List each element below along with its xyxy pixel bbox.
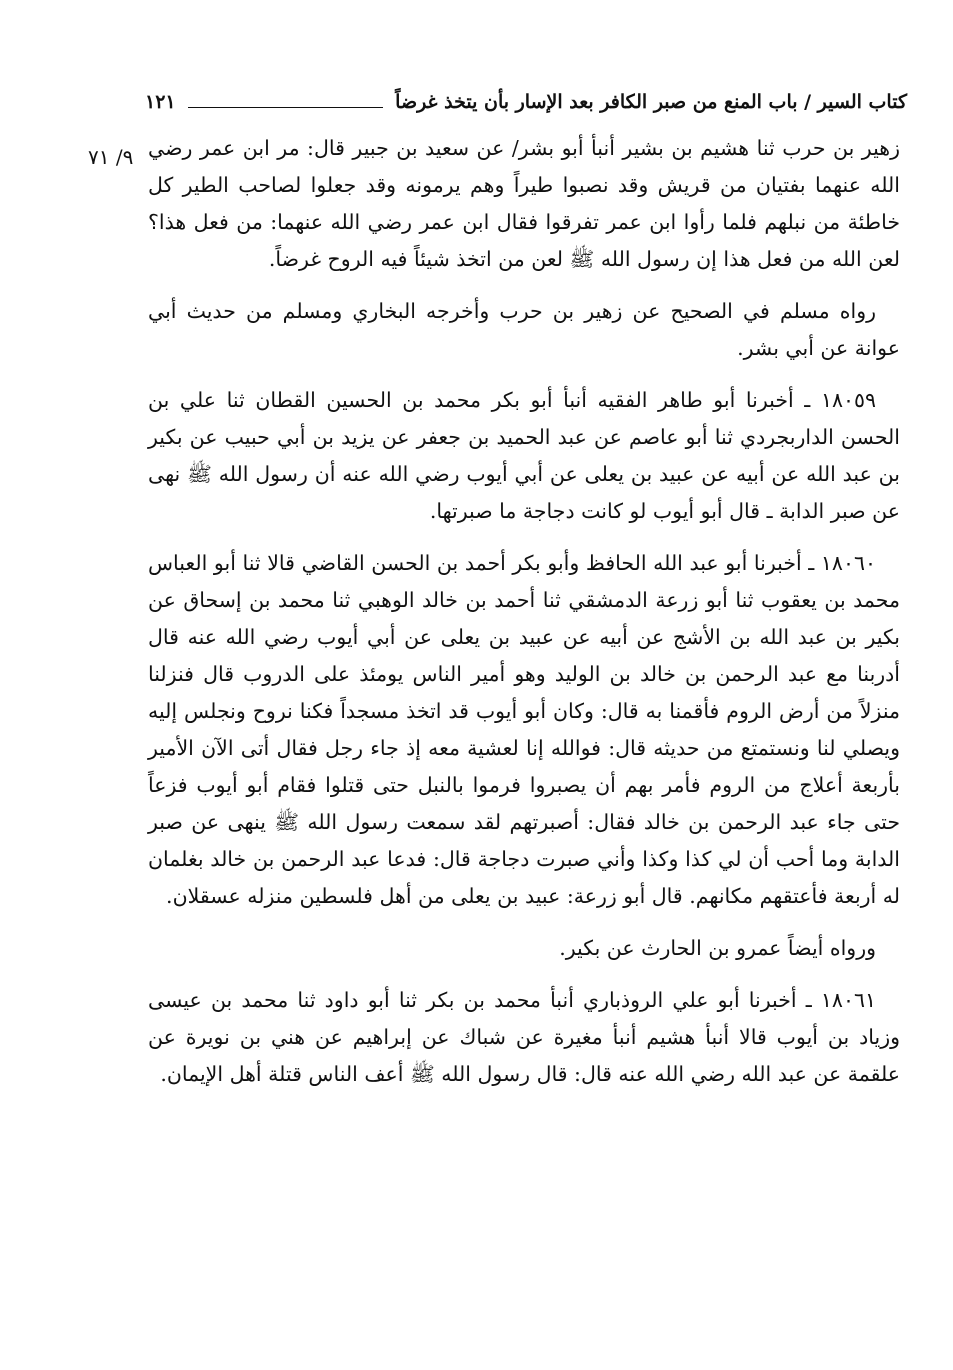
header-rule [188, 107, 384, 108]
hadith-number: ١٨٠٥٩ [820, 388, 876, 412]
body-text [148, 130, 900, 1108]
running-header [145, 82, 907, 122]
paragraph-text: ـ أخبرنا أبو طاهر الفقيه أنبأ أبو بكر محمد بن الحسين القطان ثنا علي بن الحسن الداربجردي ثنا أبو عاصم عن عبد الحميد بن جعفر عن يزيد بن أبي حبيب عن بكير بن عبد الله عن أبيه عن عبيد بن يعلى عن أبي أيوب رضي الله عنه أن رسول الله ﷺ نهى عن صبر الدابة ـ قال أبو أيوب لو كانت دجاجة ما صبرتها. [148, 388, 900, 523]
hadith-number: ١٨٠٦١ [820, 988, 876, 1012]
hadith-paragraph [148, 545, 900, 915]
header-title: كتاب السير / باب المنع من صبر الكافر بعد الإسار بأن يتخذ غرضاً [395, 91, 907, 113]
paragraph-text: زهير بن حرب ثنا هشيم بن بشير أنبأ أبو بشر/ عن سعيد بن جبير قال: مر ابن عمر رضي الله عنهما بفتيان من قريش وقد نصبوا طيراً وهم يرمونه وقد جعلوا لصاحب الطير كل خاطئة من نبلهم فلما رأوا ابن عمر تفرقوا فقال ابن عمر رضي الله عنهما: من فعل هذا؟ لعن الله من فعل هذا إن رسول الله ﷺ لعن من اتخذ شيئاً فيه الروح غرضاً. [148, 136, 900, 271]
paragraph-text: رواه مسلم في الصحيح عن زهير بن حرب وأخرجه البخاري ومسلم من حديث أبي عوانة عن أبي بشر. [148, 299, 900, 360]
paragraph [148, 293, 900, 367]
page-number: ١٢١ [145, 91, 176, 113]
paragraph-text: ـ أخبرنا أبو عبد الله الحافظ وأبو بكر أحمد بن الحسن القاضي قالا ثنا أبو العباس محمد بن يعقوب ثنا أبو زرعة الدمشقي ثنا أحمد بن خالد الوهبي ثنا محمد بن إسحاق عن بكير بن عبد الله بن الأشج عن أبيه عن عبيد بن يعلى عن أبي أيوب رضي الله عنه قال أدربنا مع عبد الرحمن بن خالد بن الوليد وهو أمير الناس يومئذ على الدروب قال فنزلنا منزلاً من أرض الروم فأقمنا به قال: وكان أبو أيوب قد اتخذ مسجداً فكنا نروح ونجلس إليه ويصلي لنا ونستمتع من حديثه قال: فوالله إنا لعشية معه إذ جاء رجل فقال أتى الآن الأمير بأربعة أعلاج من الروم فأمر بهم أن يصبروا فرموا بالنبل حتى قتلوا فقام أبو أيوب فزعاً حتى جاء عبد الرحمن بن خالد فقال: أصبرتهم لقد سمعت رسول الله ﷺ ينهى عن صبر الدابة وما أحب أن لي كذا وكذا وأني صبرت دجاجة قال: فدعا عبد الرحمن بن خالد بغلمان له أربعة فأعتقهم مكانهم. قال أبو زرعة: عبيد بن يعلى من أهل فلسطين منزله عسقلان. [148, 551, 900, 908]
hadith-paragraph [148, 982, 900, 1093]
paragraph [148, 930, 900, 967]
hadith-number: ١٨٠٦٠ [820, 551, 876, 575]
paragraph [148, 130, 900, 278]
paragraph-text: ورواه أيضاً عمرو بن الحارث عن بكير. [559, 936, 876, 960]
paragraph-text: ـ أخبرنا أبو علي الروذباري أنبأ محمد بن بكر ثنا أبو داود ثنا محمد بن عيسى وزياد بن أيوب قالا أنبأ هشيم أنبأ مغيرة عن شباك عن إبراهيم عن هني بن نويرة عن علقمة عن عبد الله رضي الله عنه قال: قال رسول الله ﷺ أعف الناس قتلة أهل الإيمان. [148, 988, 900, 1086]
hadith-paragraph [148, 382, 900, 530]
margin-reference: ٩/ ٧١ [88, 145, 134, 169]
